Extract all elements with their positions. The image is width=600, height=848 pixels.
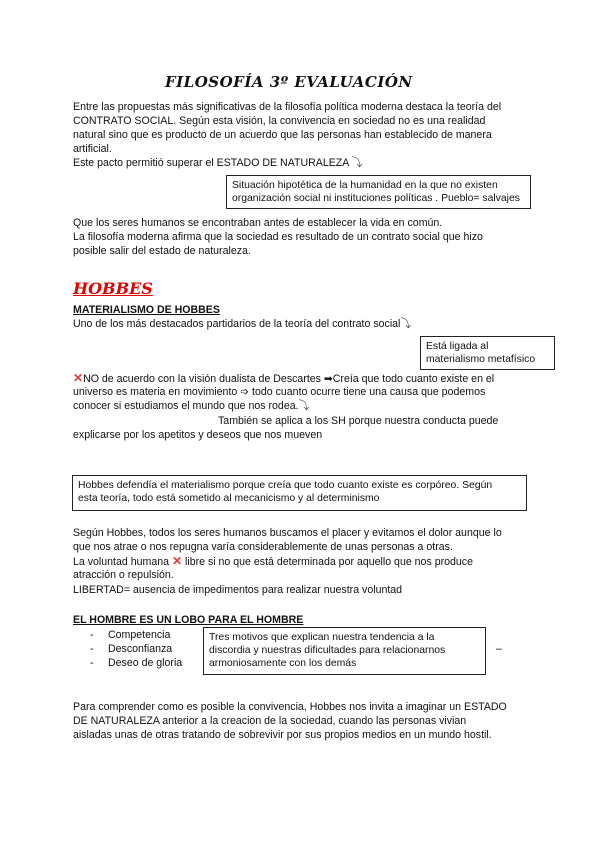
intro-line-5-text: Este pacto permitió superar el ESTADO DE NATURALEZA [73,157,349,169]
materialismo-note-line-2: materialismo metafísico [426,354,536,365]
lobo-heading: EL HOMBRE ES UN LOBO PARA EL HOMBRE [73,614,304,626]
placer-line-3a: La voluntad humana [73,556,170,568]
materialismo-line-6: explicarse por los apetitos y deseos que nos mueven [73,429,323,441]
after-box-line-1: Que los seres humanos se encontraban antes de establecer la vida en común. [73,217,443,229]
materialismo-metafisico-note [420,336,555,370]
materialismo-line-1 [73,318,411,331]
materialismo-line-2-text: NO de acuerdo con la visión dualista de Descartes ➡Creía que todo cuanto existe en el [83,373,495,385]
red-x-icon: ✕ [73,371,84,385]
list-item-label: Competencia [108,629,171,641]
estado-note-line-2: organización social ni instituciones políticas . Pueblo= salvajes [232,193,520,204]
list-dash: - [90,643,94,655]
materialismo-line-2 [73,372,494,386]
materialismo-note-line-1: Está ligada al [426,341,489,352]
list-item [90,642,182,656]
motivos-note-line-1: Tres motivos que explican nuestra tendencia a la [209,632,435,643]
list-item [90,656,182,670]
red-x-icon: ✕ [171,554,183,568]
materialismo-line-4-text: conocer si estudiamos el mundo que nos rodea. [73,400,299,412]
summary-line-2: esta teoría, todo está sometido al mecanicismo y al determinismo [78,493,380,504]
curved-arrow-icon: ⤵ [400,318,412,330]
after-box-line-2: La filosofía moderna afirma que la sociedad es resultado de un contrato social que hizo [73,231,483,243]
materialismo-summary-box [72,475,527,511]
motivos-note [203,627,486,675]
list-item [90,628,182,642]
placer-line-3 [73,555,473,569]
placer-line-3b: libre si no que está determinada por aquello que nos produce [184,556,473,568]
page-title: FILOSOFÍA 3º EVALUACIÓN [165,73,413,91]
materialismo-line-1-text: Uno de los más destacados partidarios de la teoría del contrato social [73,318,401,330]
list-item-label: Desconfianza [108,643,173,655]
placer-line-4: atracción o repulsión. [73,569,174,581]
list-dash: - [90,657,94,669]
placer-line-2: que nos atrae o nos repugna varía considerablemente de unas personas a otras. [73,541,453,553]
intro-line-4: artificial. [73,143,112,155]
intro-line-1: Entre las propuestas más significativas de la filosofía política moderna destaca la teoría del [73,101,502,113]
placer-line-1: Según Hobbes, todos los seres humanos buscamos el placer y evitamos el dolor aunque lo [73,527,502,539]
list-dash: - [90,629,94,641]
intro-line-2: CONTRATO SOCIAL. Según esta visión, la convivencia en sociedad no es una realidad [73,115,486,127]
final-line-3: aisladas unas de otras tratando de sobrevivir por sus propios medios en un mundo hostil. [73,729,492,741]
curved-arrow-icon: ⤵ [351,157,363,169]
materialismo-heading: MATERIALISMO DE HOBBES [73,304,220,316]
estado-note-line-1: Situación hipotética de la humanidad en la que no existen [232,180,498,191]
summary-line-1: Hobbes defendía el materialismo porque creía que todo cuanto existe es corpóreo. Según [78,480,493,491]
estado-naturaleza-note [226,175,531,209]
motivos-note-line-2: discordia y nuestras dificultades para relacionarnos [209,645,446,656]
hobbes-heading: HOBBES [73,279,153,298]
motivos-note-line-3: armoniosamente con los demás [209,658,357,669]
placer-line-5: LIBERTAD= ausencia de impedimentos para realizar nuestra voluntad [73,584,403,596]
materialismo-line-5: También se aplica a los SH porque nuestra conducta puede [218,415,499,427]
materialismo-line-3: universo es materia en movimiento ➩ todo cuanto ocurre tiene una causa que podemos [73,386,486,398]
final-line-2: DE NATURALEZA anterior a la creacion de la sociedad, cuando las personas vivian [73,715,467,727]
final-line-1: Para comprender como es posible la convivencia, Hobbes nos invita a imaginar un ESTADO [73,701,507,713]
list-item-label: Deseo de gloria [108,657,183,669]
side-dash: – [496,643,502,655]
curved-arrow-icon: ⤵ [298,400,310,412]
materialismo-line-4 [73,400,309,413]
intro-line-5 [73,157,362,170]
intro-line-3: natural sino que es producto de un acuerdo que las personas han establecido de manera [73,129,492,141]
motivos-list [90,628,182,670]
after-box-line-3: posible salir del estado de naturaleza. [73,245,251,257]
